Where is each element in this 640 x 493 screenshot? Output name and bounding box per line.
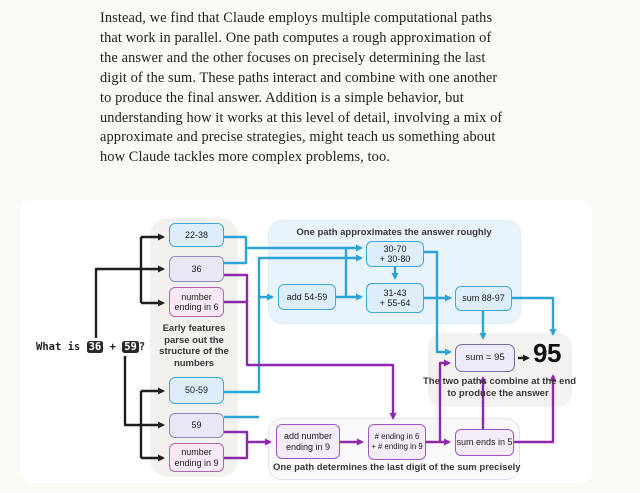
combine-caption	[423, 376, 577, 399]
node-label: 36	[191, 263, 202, 274]
node-label: number	[181, 447, 212, 457]
node-label: + 30-80	[379, 254, 411, 264]
node-range-22-38	[169, 223, 224, 247]
node-label: 30-70	[383, 243, 407, 254]
node-ending-6-plus-ending-9	[368, 424, 426, 460]
node-number-36	[169, 256, 224, 282]
operand1-badge: 36	[88, 341, 102, 353]
precise-path-caption: One path determines the last digit of the sum precisely	[273, 462, 521, 473]
node-label: 50-59	[184, 385, 209, 396]
node-label: sum 88-97	[462, 293, 505, 304]
node-label: number	[181, 291, 212, 302]
caption-line: The two paths combine at the end	[423, 376, 577, 387]
node-label: sum ends in 5	[456, 437, 513, 448]
paragraph-line: the answer and the other focuses on precisely determining the last	[100, 49, 486, 66]
node-label: 59	[191, 420, 202, 431]
intro-paragraph	[100, 9, 550, 168]
paragraph-line: that work in parallel. One path computes a rough approximation of	[100, 29, 492, 46]
node-label: ending in 6	[174, 302, 219, 312]
node-add-54-59	[278, 284, 336, 310]
node-label: add 54-59	[286, 291, 328, 302]
operand2-badge: 59	[124, 341, 137, 353]
node-number-ending-in-9	[169, 443, 224, 472]
diagram-card	[20, 200, 592, 483]
node-label: + 55-64	[379, 298, 411, 308]
question-prefix: What is	[36, 341, 87, 353]
paragraph-line: approximate and precise strategies, might teach us something about	[100, 129, 496, 146]
node-sum-88-97	[455, 286, 512, 311]
node-label: sum = 95	[465, 351, 505, 363]
approx-path-title: One path approximates the answer roughly	[296, 227, 492, 238]
node-add-number-ending-in-9	[276, 424, 340, 459]
question-suffix: ?	[138, 341, 146, 353]
paragraph-line: understanding how it works at this level of detail, involving a mix of	[100, 109, 503, 126]
question-label	[36, 341, 145, 353]
node-number-59	[169, 413, 224, 438]
node-range-50-59	[169, 377, 224, 404]
paragraph-line: digit of the sum. These paths interact and combine with one another	[100, 69, 498, 86]
paragraph-line: how Claude tackles more complex problems, too.	[100, 149, 390, 166]
node-label: + # ending in 9	[371, 442, 423, 451]
node-narrow-sum-31-43-55-64	[366, 283, 424, 313]
plus-operator: +	[103, 341, 123, 353]
node-label: ending in 9	[285, 441, 331, 452]
parse-group-caption: Early features parse out the structure of the numbers	[159, 323, 229, 369]
node-label: 31-43	[383, 287, 407, 298]
node-sum-equals-95	[455, 344, 515, 372]
node-range-sum-30-70-30-80	[366, 241, 424, 267]
node-label: add number	[283, 431, 333, 441]
final-answer: 95	[533, 338, 561, 368]
node-sum-ends-in-5	[455, 429, 514, 456]
caption-line: to produce the answer	[447, 387, 549, 399]
node-number-ending-in-6	[169, 287, 224, 317]
node-label: ending in 9	[174, 457, 219, 468]
node-label: 22-38	[184, 229, 209, 240]
paragraph-line: Instead, we find that Claude employs multiple computational paths	[100, 10, 493, 26]
paragraph-line: to produce the final answer. Addition is a simple behavior, but	[100, 89, 464, 106]
node-label: # ending in 6	[374, 431, 420, 441]
